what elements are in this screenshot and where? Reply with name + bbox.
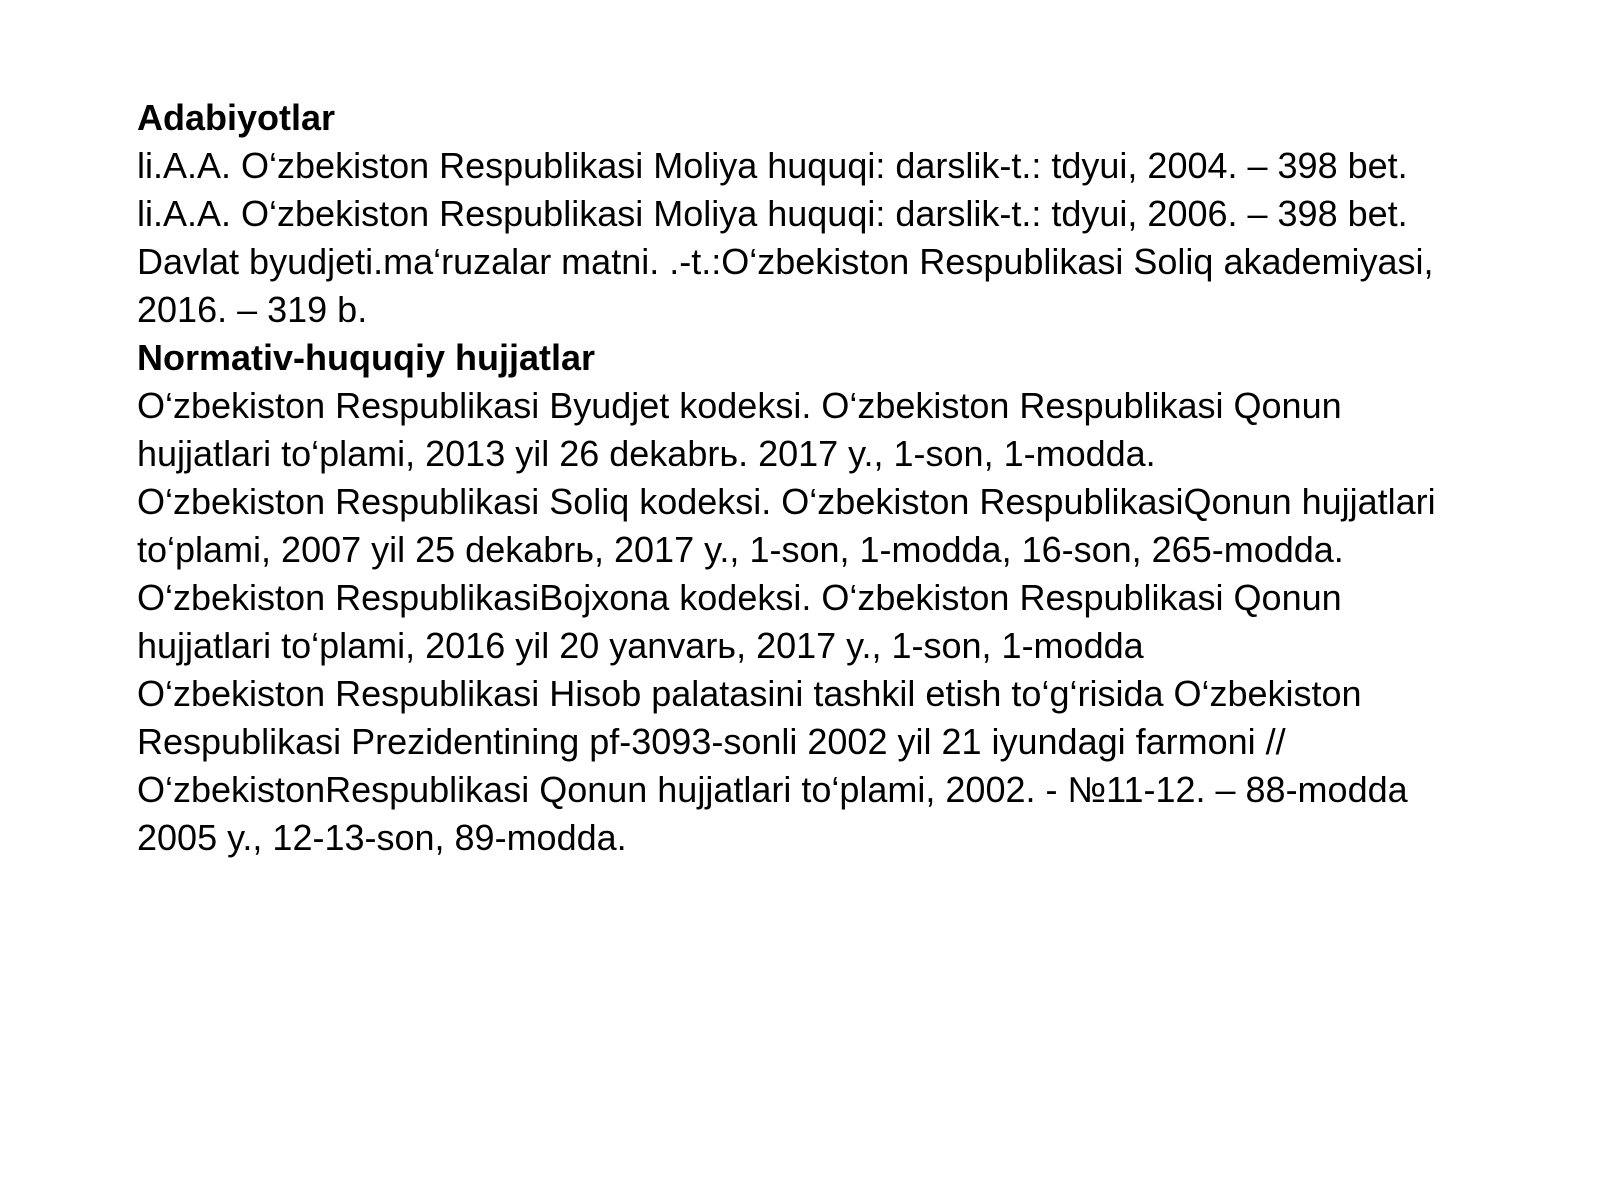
normative-entry-3: O‘zbekiston RespublikasiBojxona kodeksi. O‘zbekiston Respublikasi Qonun hujjatlari to‘plami, 2016 yil 20 yanvarь, 2017 y., 1-son, 1-modda <box>137 577 1342 666</box>
normative-entry-2: O‘zbekiston Respublikasi Soliq kodeksi. O‘zbekiston RespublikasiQonun hujjatlari to‘plami, 2007 yil 25 dekabrь, 2017 y., 1-son, 1-modda, 16-son, 265-modda. <box>137 481 1436 570</box>
reference-list <box>137 94 1437 862</box>
section-heading-literature: Adabiyotlar <box>137 97 336 138</box>
literature-entry-2: li.A.A. O‘zbekiston Respublikasi Moliya huquqi: darslik-t.: tdyui, 2006. – 398 bet. <box>137 193 1408 234</box>
literature-entry-3: Davlat byudjeti.ma‘ruzalar matni. .-t.:O‘zbekiston Respublikasi Soliq akademiyasi, 2016. – 319 b. <box>137 241 1434 330</box>
normative-entry-4: O‘zbekiston Respublikasi Hisob palatasini tashkil etish to‘g‘risida O‘zbekiston Respublikasi Prezidentining pf-3093-sonli 2002 yil 21 iyundagi farmoni // O‘zbekistonRespublikasi Qonun hujjatlari to‘plami, 2002. - №11-12. – 88-modda 2005 y., 12-13-son, 89-modda. <box>137 673 1408 858</box>
section-heading-normative: Normativ-huquqiy hujjatlar <box>137 337 596 378</box>
literature-entry-1: li.A.A. O‘zbekiston Respublikasi Moliya huquqi: darslik-t.: tdyui, 2004. – 398 bet. <box>137 145 1408 186</box>
normative-entry-1: O‘zbekiston Respublikasi Byudjet kodeksi. O‘zbekiston Respublikasi Qonun hujjatlari to‘plami, 2013 yil 26 dekabrь. 2017 y., 1-son, 1-modda. <box>137 385 1342 474</box>
